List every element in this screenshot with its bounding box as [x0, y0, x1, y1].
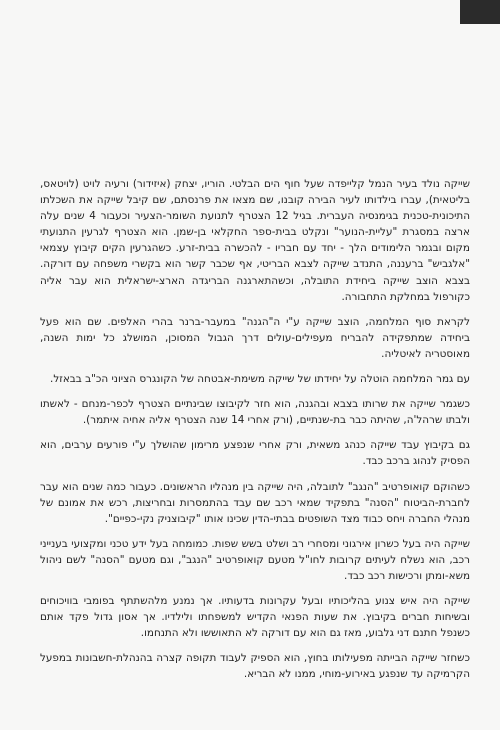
paragraph: שייקה היה איש צנוע בהליכותיו ובעל עקרונות בדעותיו. אך נמנע מלהשתתף בפומבי בוויכוחים ובשיחות חברים בקיבוץ. את שעות הפנאי הקדיש למשפחתו ולילדיו. אך אסון גדול פקד אותם כשנפל חתנם דני גלבוע, מאז גם הוא עם דורקה לא התאוששו ולא התנחמו.	[40, 595, 470, 640]
paragraph: עם גמר המלחמה הוטלה על יחידתו של שייקה משימת-אבטחה של הקונגרס הציוני הכ"ב בבאזל.	[50, 373, 470, 386]
paragraph: כשגמר שייקה את שרותו בצבא ובהגנה, הוא חזר לקיבוצו שבינתיים הצטרף לכפר-מנחם - לאשתו ולבתו שרהל'ה, שהיתה כבר בת-שנתיים, (ורק אחרי 14 שנה הצטרף אליה אחיה איתמר).	[40, 398, 470, 427]
paragraph: לקראת סוף המלחמה, הוצב שייקה ע"י ה"הגנה" במעבר-ברנר בהרי האלפים. שם הוא פעל ביחידה שמתפקידה להבריח מעפילים-עולים דרך הגבול המסוכן, המושלג כל ימות השנה, מאוסטריה לאיטליה.	[40, 315, 470, 360]
corner-tab	[460, 0, 500, 24]
paragraph: גם בקיבוץ עבד שייקה כנהג משאית, ורק אחרי שנפצע מרימון שהושלך ע"י פורעים ערבים, הוא הפסיק לנהוג ברכב כבד.	[40, 439, 470, 468]
paragraph: כשחזר שייקה הבייתה מפעילותו בחוץ, הוא הספיק לעבוד תקופה קצרה בהנהלת-חשבונות במפעל הקרמיקה עד שנפגע באירוע-מוחי, ממנו לא הבריא.	[40, 652, 470, 681]
paragraph: שייקה היה בעל כשרון אירגוני ומסחרי רב ושלט בשש שפות. כמומחה בעל ידע טכני ומקצועי בענייני רכב, הוא נשלח לעיתים קרובות לחו"ל מטעם קואופרטיב "הנגב", וגם מטעם "הסנה" לשם ניהול משא-ומתן ורכישות רכב כבד.	[40, 537, 470, 582]
paragraph: שייקה נולד בעיר הנמל קלייפדה שעל חוף הים הבלטי. הוריו, יצחק (איזידור) ורעיה לויט (לויטאס, בליטאית), עברו בילדותו לעיר הבירה קובנו, שם מצאו את פרנסתם, שם קיבל שייקה את השכלתו התיכונית-טכנית בגימנסיה העברית. בגיל 12 הצטרף לתנועת השומר-הצעיר וכעבור 4 שנים עלה ארצה במסגרת "עליית-הנוער" ונקלט בבית-ספר החקלאי בן-שמן. הוא הצטרף לגרעין התנועתי מקום ובגמר הלימודים הלך - יחד עם חבריו - להכשרה בבית-זרע. כשהגרעין הקים קיבוץ עצמאי "אלגביש" ברעננה, התנדב שייקה לצבא הבריטי, אף שכבר קשר הוא בקשרי משפחה עם דורקה. בצבא הוצב שייקה ביחידת התובלה, וכשהתארגנה הבריגדה הארצ-ישראלית הוא עבר אליה כקורפול במחלקת התחבורה.	[40, 178, 471, 303]
paragraph: כשהוקם קואופרטיב "הנגב" לתובלה, היה שייקה בין מנהליו הראשונים. כעבור כמה שנים הוא עבר לחברת-הביטוח "הסנה" בתפקיד שמאי רכב שם עבד בהתמסרות ובחריצות, רכש את אמונם של מנהלי החברה ויחס כבוד מצד השופטים בבתי-הדין שכינו אותו "קיבוצניק נקי-כפיים".	[40, 480, 470, 525]
document-body	[40, 176, 470, 692]
